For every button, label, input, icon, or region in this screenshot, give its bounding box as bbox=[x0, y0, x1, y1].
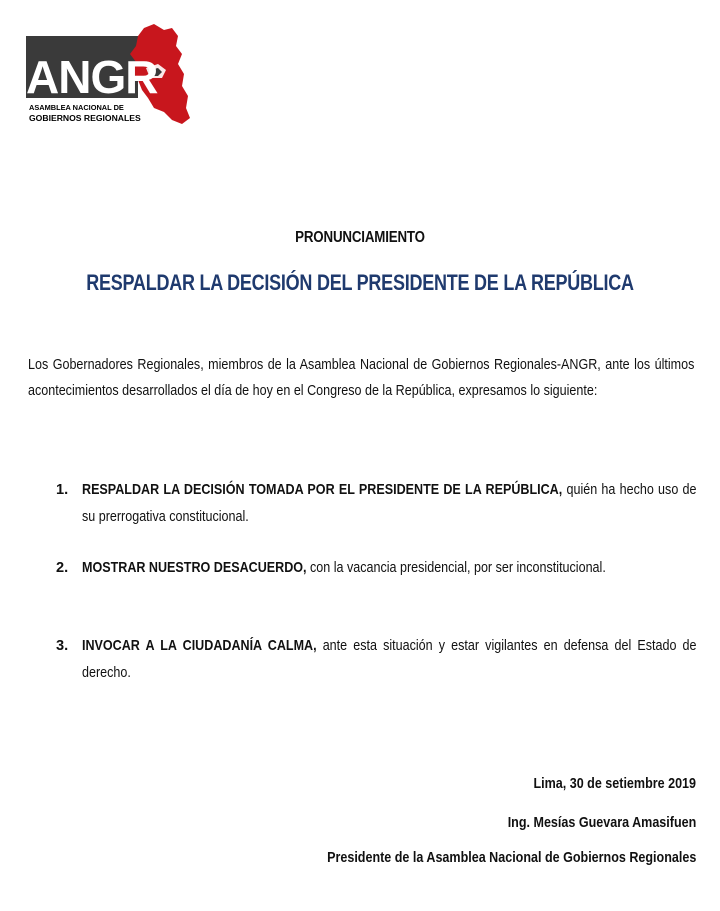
document-label: PRONUNCIAMIENTO bbox=[295, 229, 425, 246]
item-lead: RESPALDAR LA DECISIÓN TOMADA POR EL PRESIDENTE DE LA REPÚBLICA, bbox=[82, 482, 563, 498]
intro-text: Los Gobernadores Regionales, miembros de la Asamblea Nacional de Gobiernos Regionales-ANGR, ante los últimos acontecimientos desarrollados el día de hoy en el Congreso de la República, expresamos lo siguiente: bbox=[28, 357, 695, 399]
item-body bbox=[82, 477, 698, 531]
logo-line-2: GOBIERNOS REGIONALES bbox=[29, 113, 141, 123]
place-date: Lima, 30 de setiembre 2019 bbox=[533, 776, 696, 792]
item-text-wrap bbox=[82, 633, 697, 687]
signatory-role: Presidente de la Asamblea Nacional de Gobiernos Regionales bbox=[326, 850, 696, 866]
item-number: 3. bbox=[56, 638, 69, 654]
item-number: 1. bbox=[56, 482, 69, 498]
item-rest: quién ha hecho uso de su prerrogativa constitucional. bbox=[82, 482, 697, 525]
intro-paragraph bbox=[28, 352, 696, 404]
item-body bbox=[82, 555, 698, 582]
logo-line-1: ASAMBLEA NACIONAL DE bbox=[29, 103, 124, 112]
item-lead: MOSTRAR NUESTRO DESACUERDO, bbox=[82, 560, 307, 576]
item-text-wrap bbox=[82, 555, 697, 582]
angr-logo bbox=[26, 24, 190, 128]
signatory-name: Ing. Mesías Guevara Amasifuen bbox=[507, 815, 696, 831]
item-text-wrap bbox=[82, 477, 697, 531]
item-number: 2. bbox=[56, 560, 69, 576]
item-body bbox=[82, 633, 698, 687]
document-title: RESPALDAR LA DECISIÓN DEL PRESIDENTE DE LA REPÚBLICA bbox=[86, 270, 634, 295]
item-lead: INVOCAR A LA CIUDADANÍA CALMA, bbox=[82, 638, 317, 654]
logo-acronym: ANGR bbox=[26, 51, 158, 103]
item-rest: con la vacancia presidencial, por ser inconstitucional. bbox=[306, 560, 606, 576]
item-rest: ante esta situación y estar vigilantes en defensa del Estado de derecho. bbox=[82, 638, 697, 681]
